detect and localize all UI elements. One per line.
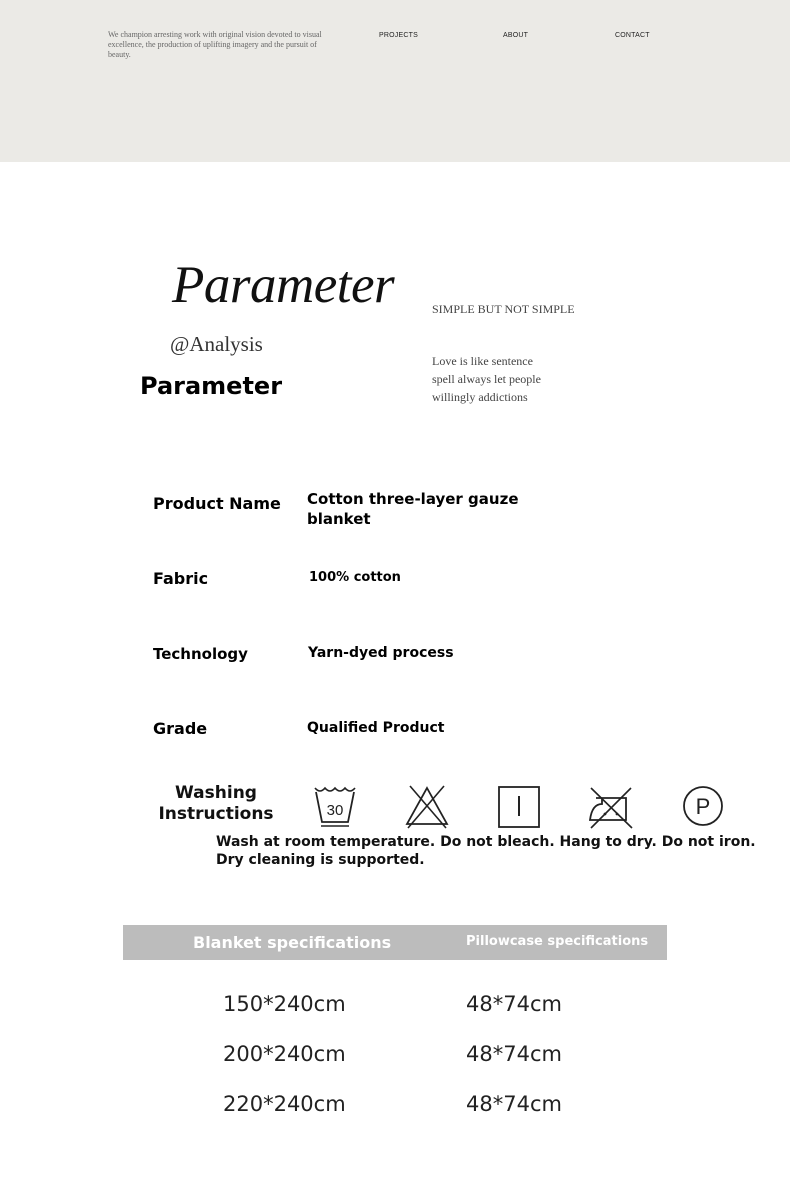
poem [432, 352, 541, 406]
spec-header-pillowcase: Pillowcase specifications [466, 934, 649, 949]
dry-clean-p-icon [680, 784, 726, 830]
param-label-technology: Technology [153, 645, 248, 663]
analysis-subtitle: @Analysis [170, 332, 263, 356]
nav-about[interactable]: ABOUT [503, 32, 529, 39]
param-value-product-name: Cotton three-layer gauze blanket [307, 490, 519, 528]
wash-30-icon [312, 784, 358, 830]
nav-contact[interactable]: CONTACT [615, 32, 650, 39]
no-bleach-icon [404, 784, 450, 830]
poem-line: Love is like sentence [432, 354, 533, 368]
table-cell-blanket: 150*240cm [223, 992, 346, 1016]
table-cell-pillowcase: 48*74cm [466, 1042, 562, 1066]
poem-line: willingly addictions [432, 390, 528, 404]
top-banner [0, 0, 790, 162]
poem-line: spell always let people [432, 372, 541, 386]
washing-instructions-label: Washing Instructions [158, 783, 274, 824]
hang-dry-icon [496, 784, 542, 830]
dry-clean-letter: P [695, 794, 711, 819]
param-value-grade: Qualified Product [307, 720, 445, 736]
param-value-fabric: 100% cotton [309, 570, 401, 585]
table-cell-blanket: 200*240cm [223, 1042, 346, 1066]
slogan: SIMPLE BUT NOT SIMPLE [432, 302, 575, 316]
banner-tagline: We champion arresting work with original vision devoted to visual excellence, the production of uplifting imagery and the pursuit of beauty. [108, 30, 322, 59]
spec-header-blanket: Blanket specifications [193, 933, 392, 952]
table-cell-pillowcase: 48*74cm [466, 992, 562, 1016]
param-label-product-name: Product Name [153, 494, 281, 513]
table-cell-pillowcase: 48*74cm [466, 1092, 562, 1116]
washing-note: Wash at room temperature. Do not bleach. Hang to dry. Do not iron. Dry cleaning is supported. [216, 834, 756, 868]
table-cell-blanket: 220*240cm [223, 1092, 346, 1116]
wash-temp-label: 30 [326, 802, 344, 819]
nav-projects[interactable]: PROJECTS [379, 32, 418, 39]
param-label-fabric: Fabric [153, 569, 209, 588]
no-iron-icon [588, 784, 634, 830]
param-label-grade: Grade [153, 719, 208, 738]
parameter-bold-title: Parameter [140, 372, 283, 400]
parameter-script-title: Parameter [172, 256, 395, 314]
param-value-technology: Yarn-dyed process [308, 645, 454, 661]
